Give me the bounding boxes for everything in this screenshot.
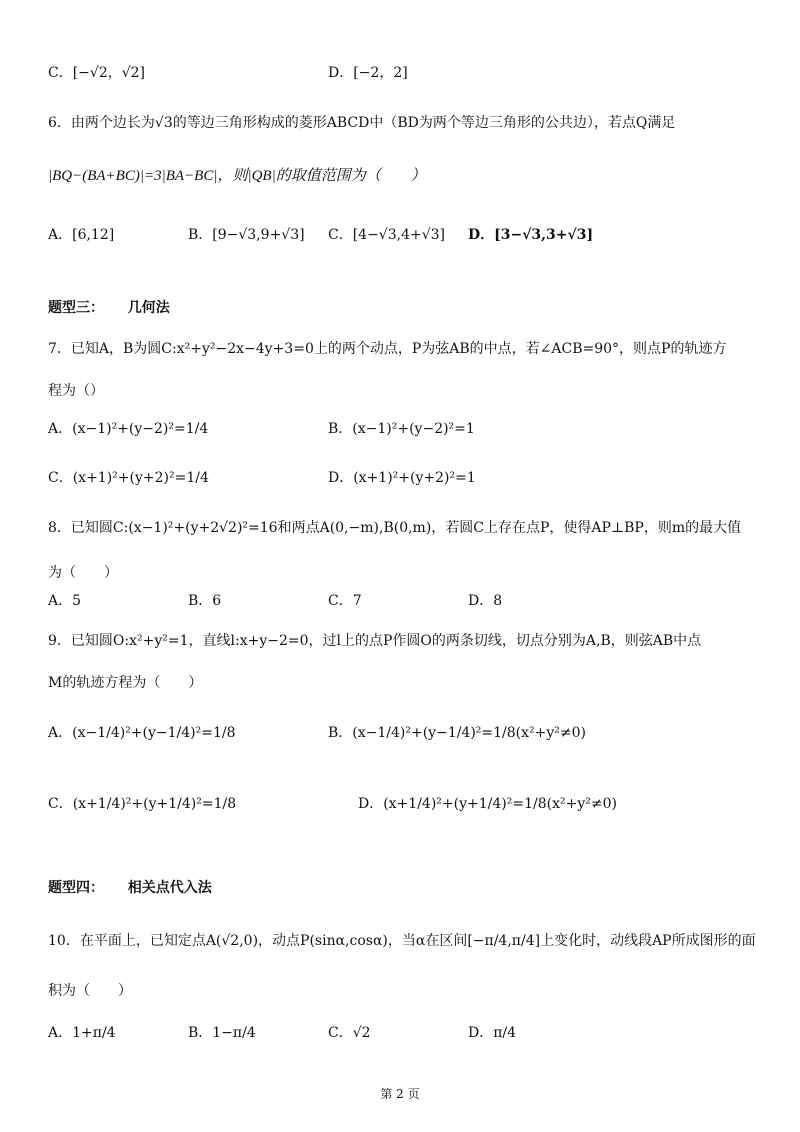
q8-stem-2 [48, 562, 118, 582]
q9-option-b [328, 722, 586, 742]
q6-option-a-text: A．[6,12] [48, 227, 115, 243]
q8-option-a [48, 590, 81, 610]
q6-condition [48, 164, 426, 185]
q9-option-d-text: D．(x+1/4)²+(y+1/4)²=1/8(x²+y²≠0) [358, 796, 617, 812]
q8-option-b [188, 590, 221, 610]
q10-option-c-text: C．√2 [328, 1025, 371, 1041]
section-3-name: 几何法 [127, 300, 170, 316]
q5-option-d [328, 62, 408, 82]
q7-option-b-text: B．(x−1)²+(y−2)²=1 [328, 421, 475, 437]
q7-option-b [328, 418, 475, 438]
q10-stem-2-text: 积为（ ） [48, 983, 132, 999]
q5-option-c [48, 62, 145, 82]
section-4-label: 题型四： [48, 880, 104, 896]
q6-option-d-text: D．[3−√3,3+√3] [468, 227, 594, 243]
q7-option-a-text: A．(x−1)²+(y−2)²=1/4 [48, 421, 209, 437]
q5-option-d-text: D．[−2，2] [328, 65, 408, 81]
q7-option-d-text: D．(x+1)²+(y+2)²=1 [328, 470, 476, 486]
page-number-text: 第 2 页 [380, 1087, 420, 1101]
q9-option-b-text: B．(x−1/4)²+(y−1/4)²=1/8(x²+y²≠0) [328, 725, 587, 741]
q6-stem-text: 6．由两个边长为√3的等边三角形构成的菱形ABCD中（BD为两个等边三角形的公共边），若点Q满足 [48, 115, 676, 131]
q10-option-a [48, 1022, 116, 1042]
q8-option-d [468, 590, 502, 610]
q8-option-d-text: D．8 [468, 593, 503, 609]
q9-stem [48, 630, 701, 650]
q10-stem [48, 930, 756, 950]
q7-option-a [48, 418, 208, 438]
q9-stem-text: 9．已知圆O:x²+y²=1，直线l:x+y−2=0，过l上的点P作圆O的两条切线，切点分别为A,B，则弦AB中点 [48, 633, 702, 649]
q7-option-d [328, 467, 476, 487]
q9-option-c-text: C．(x+1/4)²+(y+1/4)²=1/8 [48, 796, 237, 812]
q10-option-b [188, 1022, 256, 1042]
section-3-heading [48, 297, 170, 317]
q9-option-a [48, 722, 236, 742]
q10-option-d-text: D．π/4 [468, 1025, 517, 1041]
q7-stem [48, 338, 726, 358]
q10-stem-text: 10．在平面上，已知定点A(√2,0)，动点P(sinα,cosα)，当α在区间[−π/4,π/4]上变化时，动线段AP所成图形的面 [48, 933, 756, 949]
q10-option-a-text: A．1+π/4 [48, 1025, 116, 1041]
q6-option-c [328, 224, 445, 244]
q8-option-a-text: A．5 [48, 593, 82, 609]
q10-option-d [468, 1022, 516, 1042]
q10-option-b-text: B．1−π/4 [188, 1025, 256, 1041]
q9-stem-2-text: M的轨迹方程为（ ） [48, 675, 203, 691]
q8-option-b-text: B．6 [188, 593, 222, 609]
q6-option-d [468, 224, 593, 244]
q8-stem-2-text: 为（ ） [48, 565, 118, 581]
q6-option-b [188, 224, 305, 244]
q8-option-c-text: C．7 [328, 593, 362, 609]
q9-stem-2 [48, 672, 202, 692]
q7-stem-2 [48, 380, 104, 400]
q10-stem-2 [48, 980, 132, 1000]
page-number [0, 1085, 800, 1102]
q9-option-d [358, 793, 617, 813]
q9-option-c [48, 793, 236, 813]
q7-stem-text: 7．已知A，B为圆C:x²+y²−2x−4y+3=0上的两个动点，P为弦AB的中点，若∠ACB=90°，则点P的轨迹方 [48, 341, 727, 357]
section-4-name: 相关点代入法 [127, 880, 212, 896]
q7-stem-2-text: 程为（） [48, 383, 104, 399]
q6-condition-text: |BQ−(BA+BC)|=3|BA−BC|，则|QB|的取值范围为（ ） [48, 168, 426, 184]
q6-option-c-text: C．[4−√3,4+√3] [328, 227, 446, 243]
section-4-heading [48, 877, 212, 897]
q6-stem [48, 112, 675, 132]
q8-stem-text: 8．已知圆C:(x−1)²+(y+2√2)²=16和两点A(0,−m),B(0,m)，若圆C上存在点P，使得AP⊥BP，则m的最大值 [48, 520, 742, 536]
q9-option-a-text: A．(x−1/4)²+(y−1/4)²=1/8 [48, 725, 236, 741]
q8-stem [48, 517, 741, 537]
q7-option-c-text: C．(x+1)²+(y+2)²=1/4 [48, 470, 209, 486]
q5-option-c-text: C．[−√2，√2] [48, 65, 146, 81]
q7-option-c [48, 467, 209, 487]
q8-option-c [328, 590, 362, 610]
section-3-label: 题型三： [48, 300, 104, 316]
q6-option-a [48, 224, 114, 244]
q10-option-c [328, 1022, 371, 1042]
q6-option-b-text: B．[9−√3,9+√3] [188, 227, 305, 243]
